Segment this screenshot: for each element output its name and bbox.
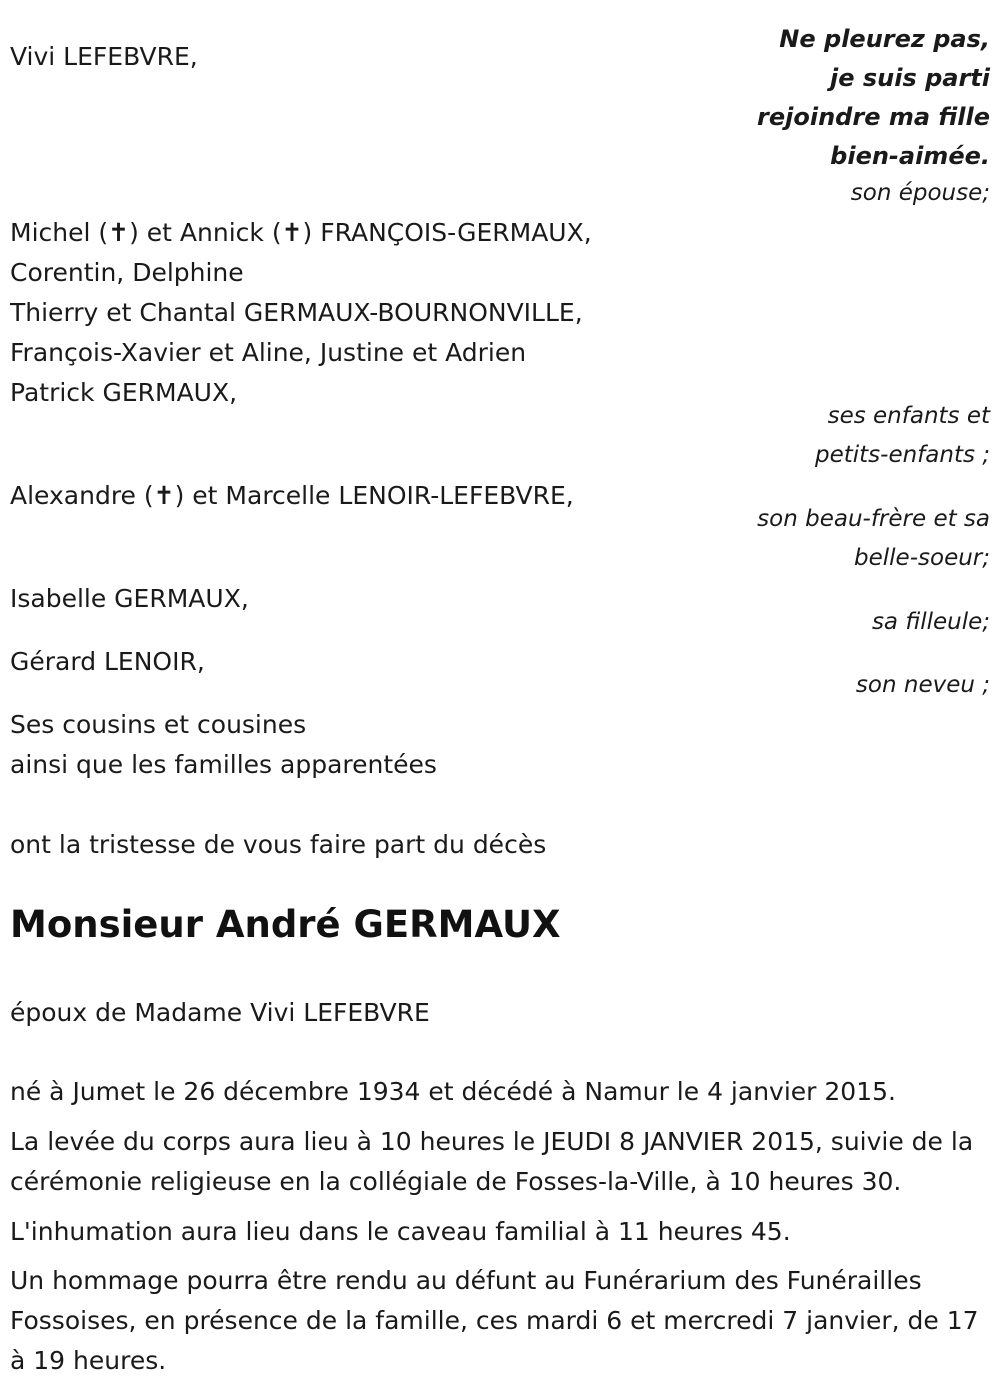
inlaws-role-line: belle-soeur; [854,545,990,571]
nephew-role: son neveu ; [855,672,990,698]
inlaws-role-line: son beau-frère et sa [757,506,990,532]
children-line-5: Patrick GERMAUX, [10,378,238,407]
children-line-3: Thierry et Chantal GERMAUX-BOURNONVILLE, [10,298,583,327]
spouse-name: Vivi LEFEBVRE, [10,42,198,71]
inlaws-role [757,500,990,578]
children-line-4: François-Xavier et Aline, Justine et Adrien [10,338,527,367]
birth-death: né à Jumet le 26 décembre 1934 et décédé à Namur le 4 janvier 2015. [10,1077,896,1106]
ceremony: La levée du corps aura lieu à 10 heures le JEUDI 8 JANVIER 2015, suivie de la cérémonie religieuse en la collégiale de Fosses-la-Ville, à 10 heures 30. [10,1127,974,1196]
quote-line: bien-aimée. [830,142,990,170]
cousins-line-2: ainsi que les familles apparentées [10,750,437,779]
announcement: ont la tristesse de vous faire part du décès [10,830,547,859]
children-surname: ) FRANÇOIS-GERMAUX, [302,218,592,247]
children-role-line: ses enfants et [827,403,990,429]
visitation: Un hommage pourra être rendu au défunt au Funérarium des Funérailles Fossoises, en présence de la famille, ces mardi 6 et mercredi 7 janvier, de 17 à 19 heures. [10,1266,979,1375]
inlaws-marcelle: ) et Marcelle LENOIR-LEFEBVRE, [174,481,574,510]
goddaughter-name: Isabelle GERMAUX, [10,584,249,613]
quote-line: rejoindre ma fille [757,103,990,131]
children-line-2: Corentin, Delphine [10,258,244,287]
children-annick: ) et Annick ( [129,218,282,247]
cousins-line-1: Ses cousins et cousines [10,710,307,739]
cross-icon: ✝ [153,481,175,510]
quote-line: Ne pleurez pas, [779,25,990,53]
inlaws-alexandre: Alexandre ( [10,481,154,510]
cross-icon: ✝ [281,218,303,247]
children-role-line: petits-enfants ; [814,442,990,468]
quote-block [757,20,990,176]
goddaughter-role: sa filleule; [871,609,990,635]
burial: L'inhumation aura lieu dans le caveau familial à 11 heures 45. [10,1217,791,1246]
quote-line: je suis parti [829,64,990,92]
nephew-name: Gérard LENOIR, [10,647,205,676]
children-michel: Michel ( [10,218,109,247]
children-line-1 [10,213,592,253]
cross-icon: ✝ [108,218,130,247]
children-role [815,397,990,475]
inlaws-name [10,476,574,516]
deceased-name: Monsieur André GERMAUX [10,903,561,946]
spouse-of: époux de Madame Vivi LEFEBVRE [10,998,430,1027]
spouse-role: son épouse; [850,180,990,206]
